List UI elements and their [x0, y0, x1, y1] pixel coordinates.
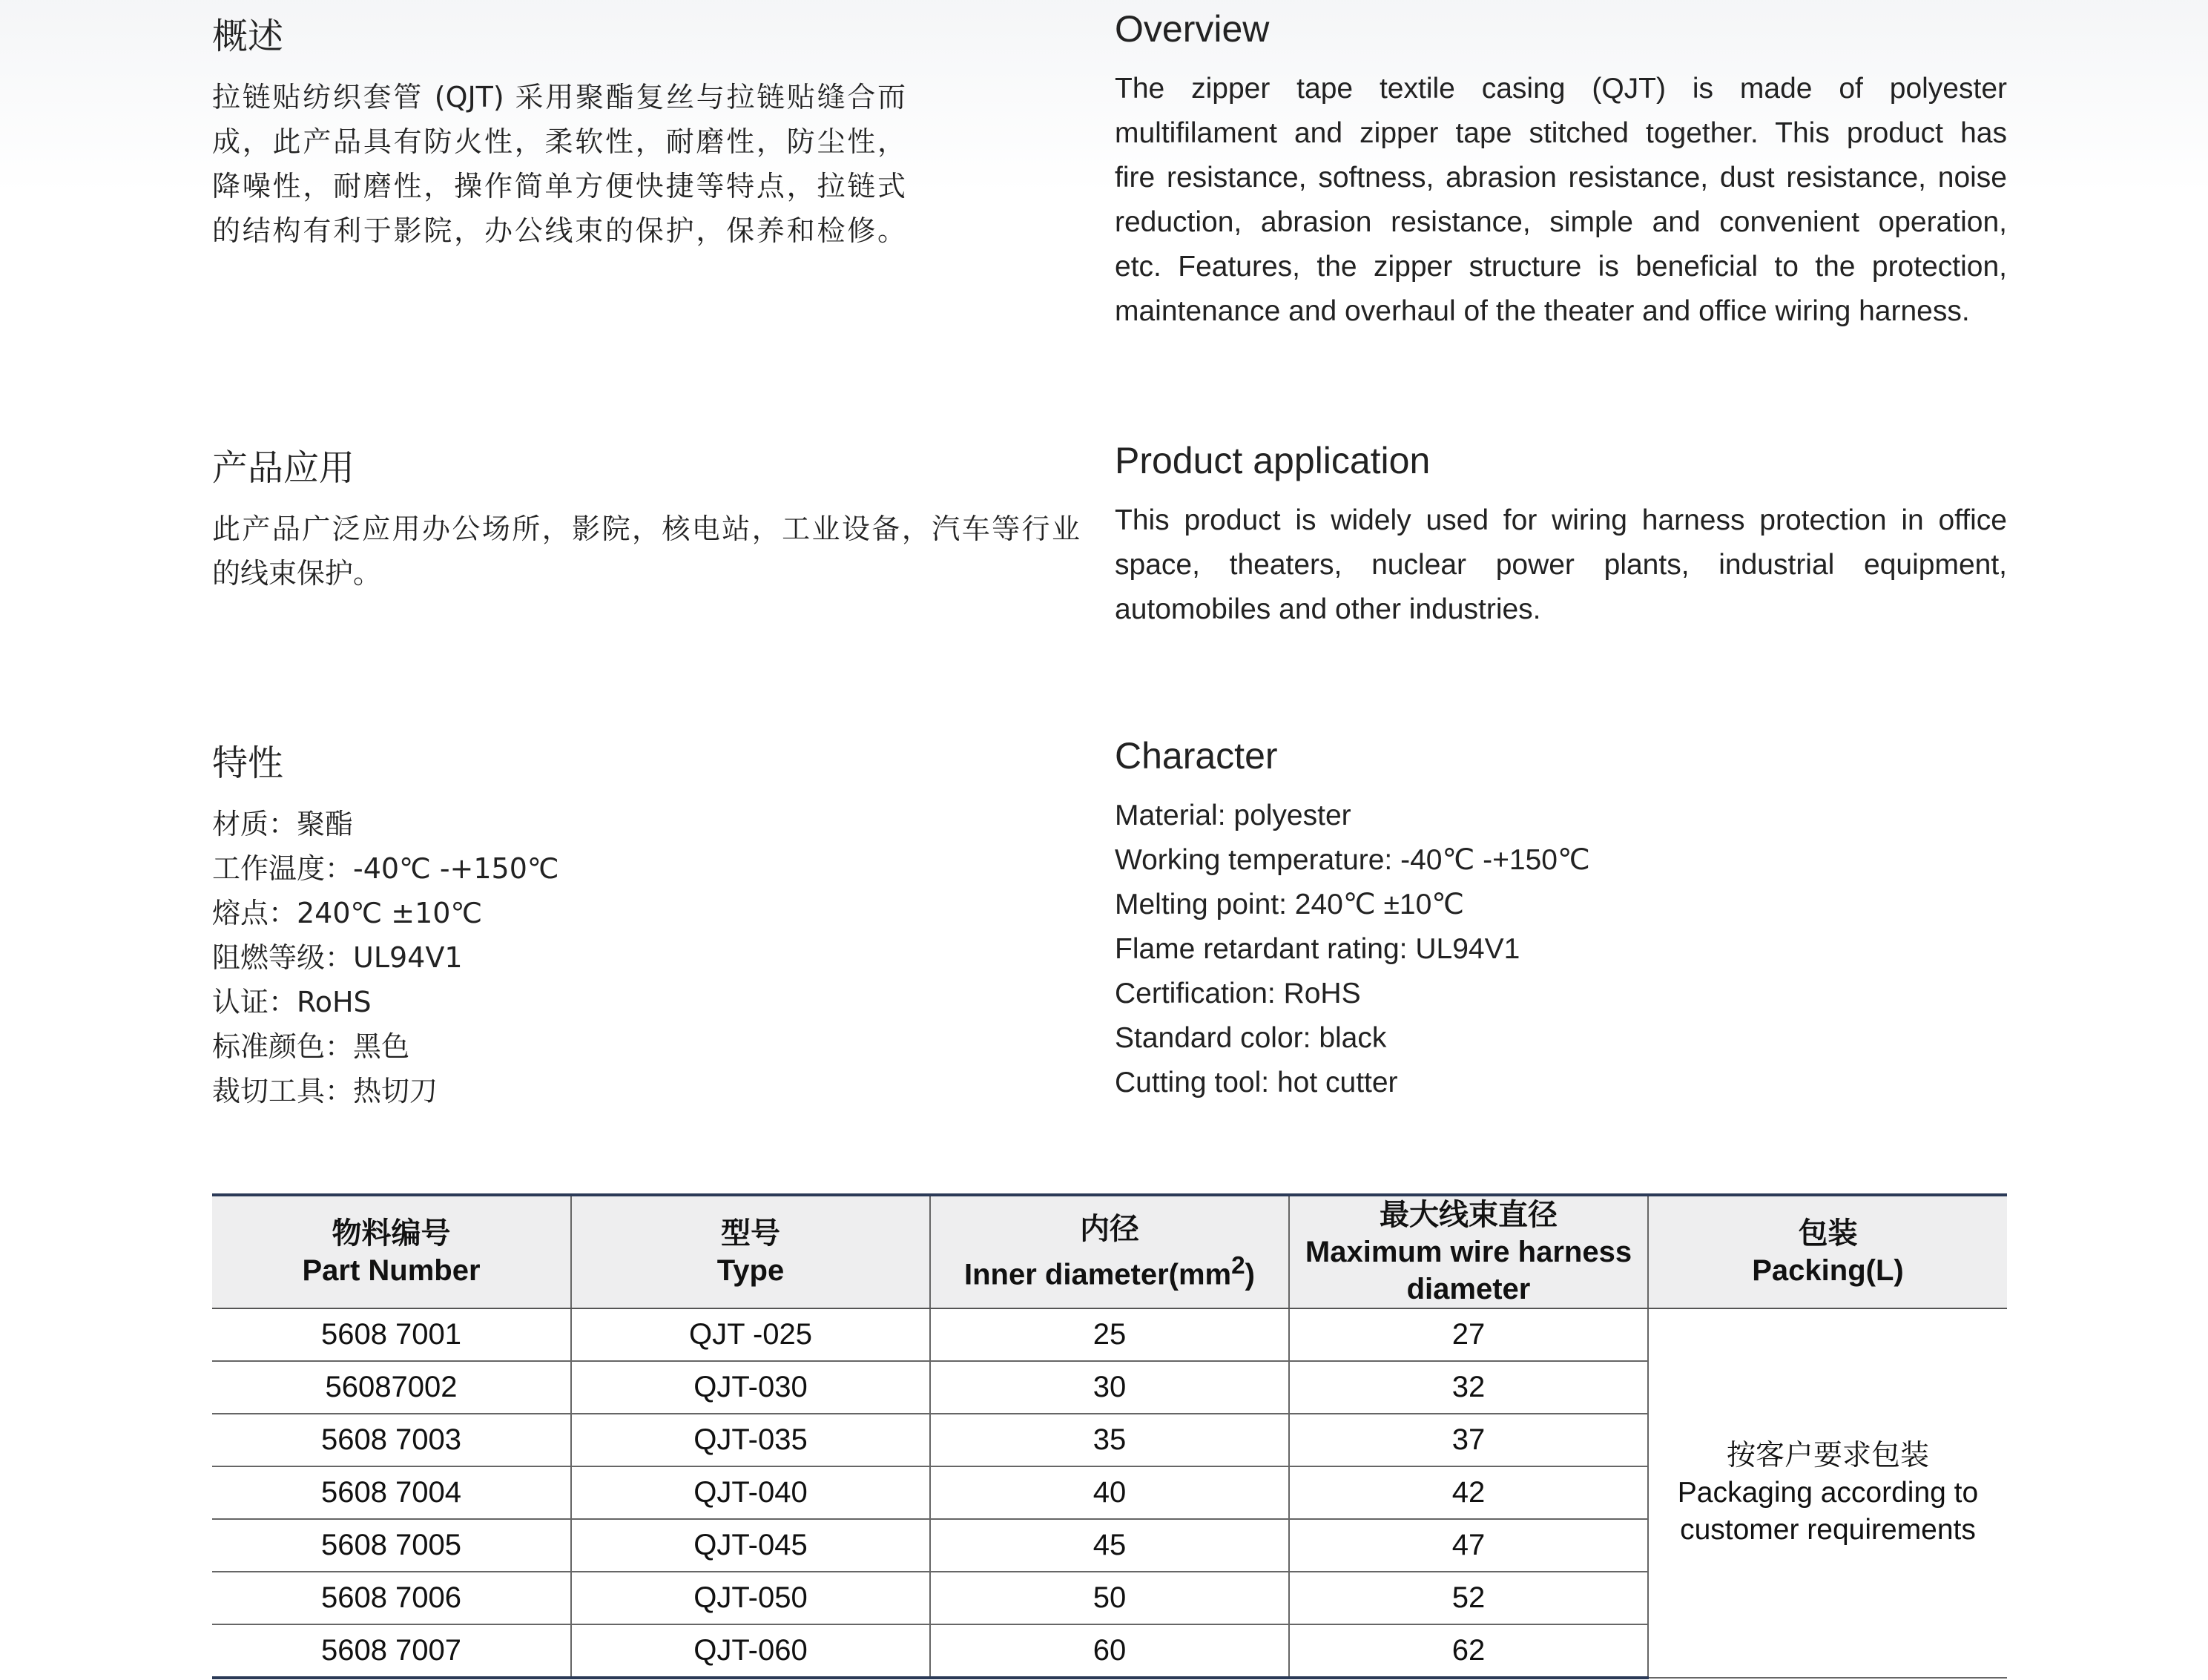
- overview-text-en: [1115, 67, 2007, 334]
- character-en: [1115, 734, 1590, 1105]
- cell-max-diameter: 52: [1289, 1572, 1648, 1624]
- cell-inner-diameter: 30: [930, 1361, 1289, 1414]
- overview-cn-line: 的结构有利于影院，办公线束的保护，保养和检修。: [212, 214, 906, 247]
- character-item-flame-en: Flame retardant rating: UL94V1: [1115, 933, 1520, 965]
- overview-heading-en: Overview: [1115, 8, 1270, 50]
- cell-max-diameter: 32: [1289, 1361, 1648, 1414]
- character-item-material-en: Material: polyester: [1115, 800, 1351, 831]
- cell-part-number: 5608 7001: [212, 1308, 571, 1361]
- overview-cn-line: 降噪性，耐磨性，操作简单方便快捷等特点，拉链式: [212, 170, 906, 202]
- header-cn: 最大线束直径: [1380, 1198, 1558, 1232]
- character-item-melting-cn: 熔点：240℃ ±10℃: [212, 897, 483, 929]
- application-en-line: This product is widely used for wiring harness protection in office: [1115, 504, 2007, 536]
- cell-part-number: 5608 7003: [212, 1414, 571, 1466]
- overview-en: [1115, 7, 2007, 334]
- header-cn: 物料编号: [332, 1216, 451, 1251]
- cell-max-diameter: 27: [1289, 1308, 1648, 1361]
- cell-part-number: 5608 7007: [212, 1624, 571, 1678]
- cell-type: QJT -025: [571, 1308, 930, 1361]
- header-type: [571, 1195, 930, 1308]
- character-item-flame-cn: 阻燃等级：UL94V1: [212, 941, 463, 974]
- character-item-color-cn: 标准颜色：黑色: [212, 1030, 410, 1063]
- character-item-cutting-cn: 裁切工具：热切刀: [212, 1075, 438, 1107]
- header-superscript: 2: [1231, 1252, 1245, 1280]
- character-heading-en: Character: [1115, 735, 1278, 777]
- character-item-color-en: Standard color: black: [1115, 1022, 1387, 1054]
- application-text-en: [1115, 498, 2007, 632]
- character-heading-cn: 特性: [212, 742, 284, 784]
- application-heading-en: Product application: [1115, 440, 1431, 481]
- cell-type: QJT-040: [571, 1466, 930, 1519]
- character-list-cn: [212, 802, 559, 1113]
- cell-max-diameter: 62: [1289, 1624, 1648, 1678]
- cell-type: QJT-060: [571, 1624, 930, 1678]
- header-en-text: Inner diameter(mm: [964, 1258, 1232, 1291]
- header-cn: 型号: [721, 1216, 780, 1251]
- cell-type: QJT-030: [571, 1361, 930, 1414]
- header-en: Type: [716, 1254, 785, 1287]
- cell-part-number: 5608 7006: [212, 1572, 571, 1624]
- cell-packing: [1648, 1308, 2007, 1678]
- cell-inner-diameter: 40: [930, 1466, 1289, 1519]
- header-en: Maximum wire harness: [1305, 1236, 1632, 1268]
- overview-en-line: etc. Features, the zipper structure is beneficial to the protection,: [1115, 251, 2007, 283]
- header-en: Part Number: [302, 1254, 481, 1287]
- overview-en-line: multifilament and zipper tape stitched together. This product has: [1115, 117, 2007, 149]
- overview-en-line: fire resistance, softness, abrasion resistance, dust resistance, noise: [1115, 162, 2007, 194]
- cell-part-number: 5608 7004: [212, 1466, 571, 1519]
- character-list-en: [1115, 794, 1590, 1105]
- cell-type: QJT-045: [571, 1519, 930, 1572]
- packing-en-line2: customer requirements: [1680, 1514, 1976, 1546]
- character-item-material-cn: 材质：聚酯: [212, 808, 354, 840]
- header-cn: 包装: [1798, 1216, 1858, 1251]
- header-packing: [1648, 1195, 2007, 1308]
- cell-type: QJT-035: [571, 1414, 930, 1466]
- application-cn-line: 的线束保护。: [212, 557, 382, 590]
- overview-cn: [212, 7, 906, 253]
- header-max-harness-diameter: [1289, 1195, 1648, 1308]
- character-item-certification-cn: 认证：RoHS: [212, 986, 372, 1018]
- table-row: [212, 1308, 2007, 1361]
- cell-part-number: 56087002: [212, 1361, 571, 1414]
- application-cn: [212, 439, 1080, 596]
- character-cn: [212, 734, 559, 1113]
- header-en: Packing(L): [1752, 1254, 1904, 1287]
- application-heading-cn: 产品应用: [212, 447, 355, 489]
- application-text-cn: [212, 507, 1080, 596]
- header-inner-diameter: [930, 1195, 1289, 1308]
- cell-inner-diameter: 45: [930, 1519, 1289, 1572]
- application-cn-line: 此产品广泛应用办公场所，影院，核电站，工业设备，汽车等行业: [212, 513, 1080, 545]
- application-en-line: automobiles and other industries.: [1115, 593, 1541, 625]
- character-item-melting-en: Melting point: 240℃ ±10℃: [1115, 889, 1465, 920]
- overview-text-cn: [212, 75, 906, 253]
- character-item-certification-en: Certification: RoHS: [1115, 978, 1361, 1009]
- overview-heading-cn: 概述: [212, 16, 284, 57]
- header-part-number: [212, 1195, 571, 1308]
- packing-en-line1: Packaging according to: [1677, 1477, 1979, 1509]
- cell-type: QJT-050: [571, 1572, 930, 1624]
- packing-cn: 按客户要求包装: [1726, 1439, 1929, 1472]
- character-item-temperature-cn: 工作温度：-40℃ -+150℃: [212, 852, 559, 885]
- cell-max-diameter: 47: [1289, 1519, 1648, 1572]
- cell-inner-diameter: 35: [930, 1414, 1289, 1466]
- header-en-tail: ): [1245, 1258, 1255, 1291]
- cell-part-number: 5608 7005: [212, 1519, 571, 1572]
- character-item-temperature-en: Working temperature: -40℃ -+150℃: [1115, 844, 1590, 876]
- spec-table: [212, 1193, 2007, 1679]
- header-en: [931, 1248, 1288, 1293]
- header-en-line2: diameter: [1406, 1273, 1531, 1305]
- cell-inner-diameter: 50: [930, 1572, 1289, 1624]
- overview-en-line: The zipper tape textile casing (QJT) is made of polyester: [1115, 73, 2007, 105]
- cell-inner-diameter: 60: [930, 1624, 1289, 1678]
- overview-cn-line: 拉链贴纺织套管 (QJT) 采用聚酯复丝与拉链贴缝合而: [212, 81, 906, 113]
- header-cn: 内径: [1080, 1212, 1139, 1247]
- application-en: [1115, 439, 2007, 632]
- character-item-cutting-en: Cutting tool: hot cutter: [1115, 1067, 1398, 1098]
- cell-inner-diameter: 25: [930, 1308, 1289, 1361]
- cell-max-diameter: 37: [1289, 1414, 1648, 1466]
- application-en-line: space, theaters, nuclear power plants, industrial equipment,: [1115, 549, 2007, 581]
- overview-cn-line: 成，此产品具有防火性，柔软性，耐磨性，防尘性，: [212, 125, 906, 158]
- table-header-row: [212, 1195, 2007, 1308]
- cell-max-diameter: 42: [1289, 1466, 1648, 1519]
- overview-en-line: reduction, abrasion resistance, simple and convenient operation,: [1115, 206, 2007, 238]
- overview-en-line: maintenance and overhaul of the theater and office wiring harness.: [1115, 295, 1970, 327]
